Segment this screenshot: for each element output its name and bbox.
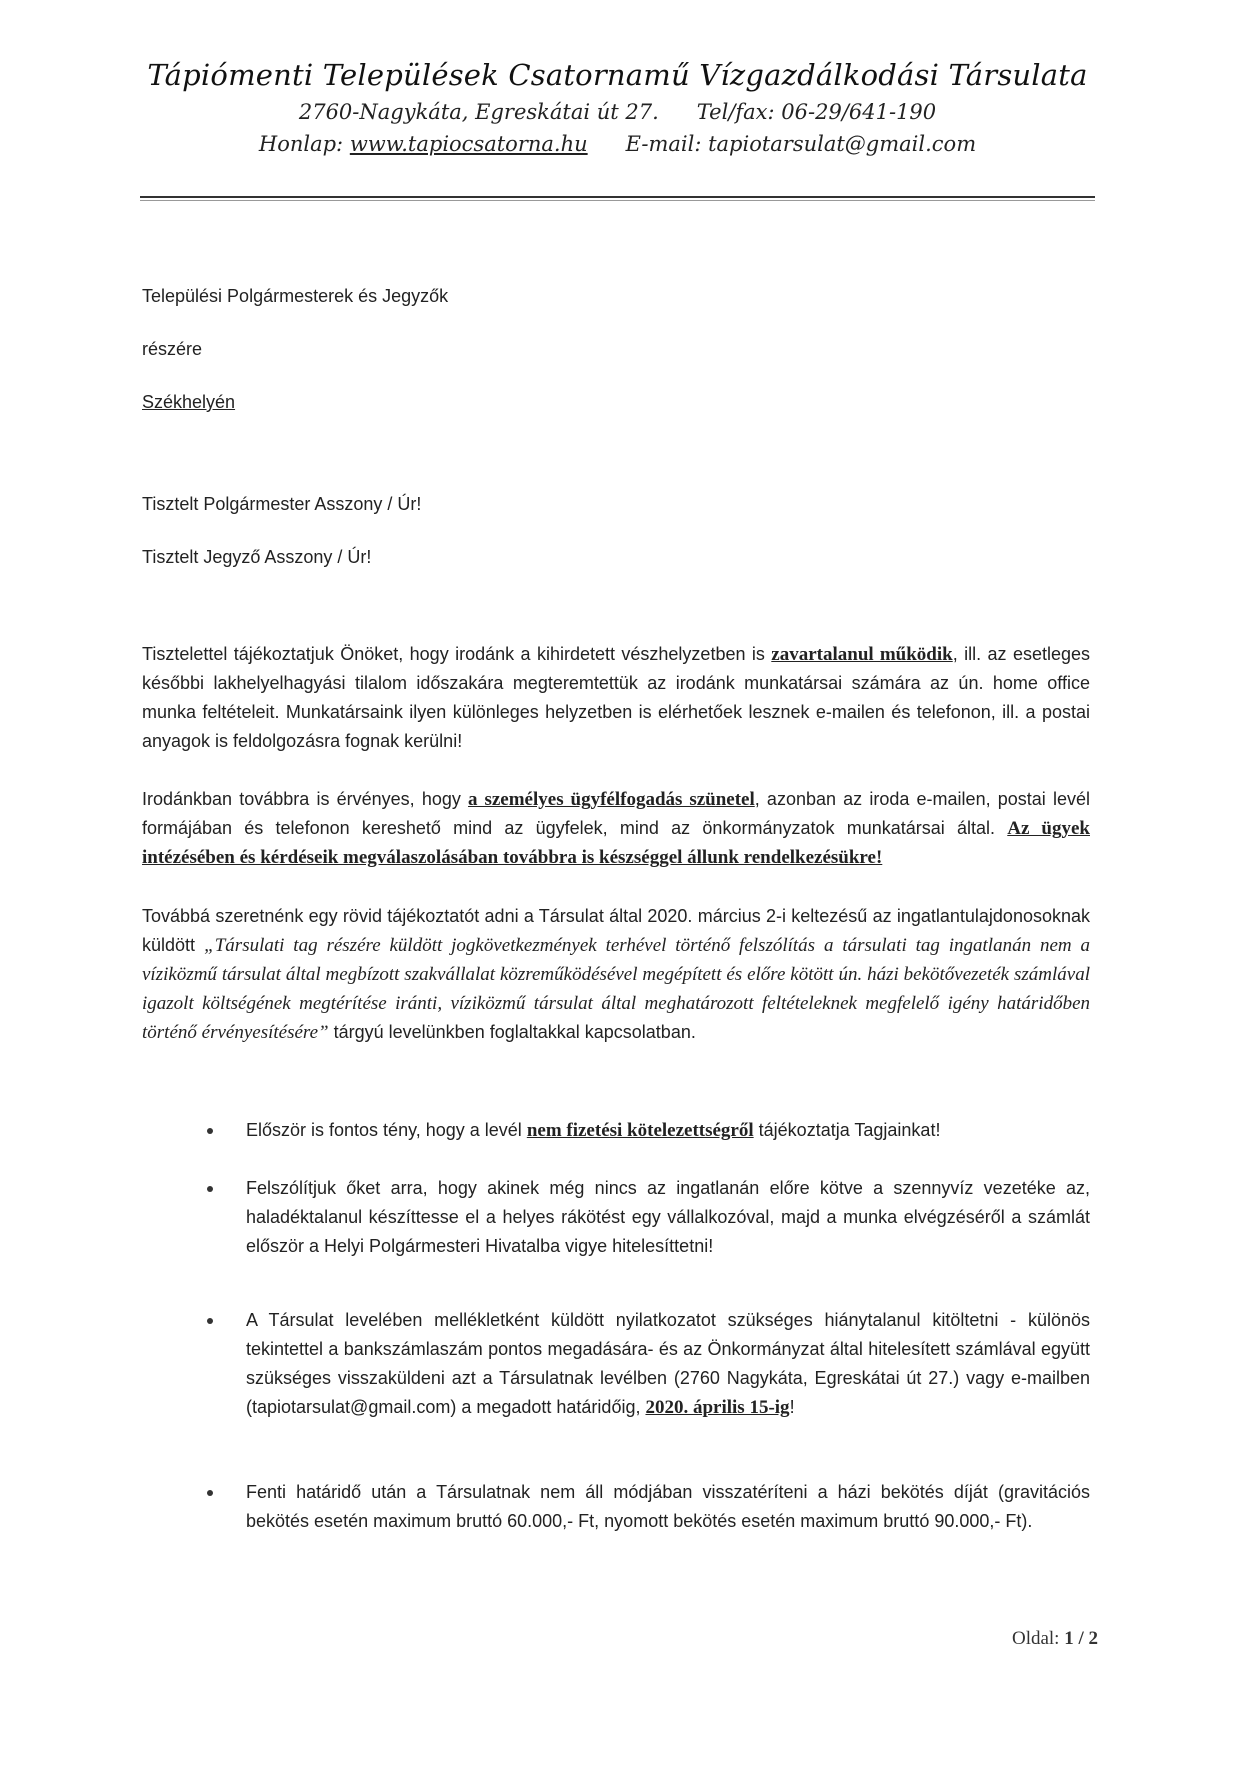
page-number (1012, 1628, 1098, 1650)
letterhead (140, 58, 1095, 156)
bullet-item-1 (200, 1116, 1090, 1145)
email: E-mail: tapiotarsulat@gmail.com (625, 132, 977, 156)
page-label: Oldal: (1011, 1628, 1060, 1649)
p2-text-c: , azonban az iroda e-mailen, postai levél formájában és telefonon kereshető mind az ügyfelek, mind az önkormányzatok munkatársai által. (142, 789, 1090, 838)
p3-text-a: Továbbá szeretnénk egy rövid tájékoztatót adni a Társulat által 2020. március 2-i keltezésű az ingatlantulajdonosoknak küldött (142, 906, 1090, 955)
paragraph-1 (142, 640, 1090, 756)
salutation-1: Tisztelt Polgármester Asszony / Úr! (142, 494, 422, 514)
recipient-line-1: Települési Polgármesterek és Jegyzők (142, 286, 449, 306)
p3-text-c: tárgyú levelünkben foglaltakkal kapcsolatban. (328, 1022, 696, 1042)
p1-emphasis: zavartalanul működik (771, 644, 953, 665)
b1-emphasis: nem fizetési kötelezettségről (526, 1120, 754, 1141)
organization-name: Tápiómenti Települések Csatornamű Vízgazdálkodási Társulata (147, 58, 1088, 92)
b2-text: Felszólítjuk őket arra, hogy akinek még nincs az ingatlanán előre kötve a szennyvíz vezetéke az, haladéktalanul készíttesse el a helyes rákötést egy vállalkozóval, majd a munka elvégzéséről a számlát először a Helyi Polgármesteri Hivatalba vigye hitelesíttetni! (246, 1178, 1090, 1256)
header-divider (140, 196, 1095, 198)
p1-text-c: , ill. az esetleges későbbi lakhelyelhagyási tilalom időszakára megteremtettük az irodánk munkatársai számára az ún. home office munka feltételeit. Munkatársaink ilyen különleges helyzetben is elérhetőek lesznek e-mailen és telefonon, ill. a postai anyagok is feldolgozásra fognak kerülni! (142, 644, 1090, 751)
bullet-icon (207, 1490, 213, 1496)
contact-line-web (140, 132, 1095, 156)
b1-text-c: tájékoztatja Tagjainkat! (753, 1120, 941, 1140)
b3-emphasis: 2020. április 15-ig (645, 1397, 790, 1418)
bullet-item-3 (200, 1306, 1090, 1422)
bullet-item-4 (200, 1478, 1090, 1536)
homepage-label: Honlap: (258, 132, 344, 156)
telfax: Tel/fax: 06-29/641-190 (696, 100, 937, 124)
header-divider-thin (140, 200, 1095, 201)
bullet-icon (207, 1186, 213, 1192)
p1-text-a: Tisztelettel tájékoztatjuk Önöket, hogy irodánk a kihirdetett vészhelyzetben is (142, 644, 772, 664)
page-value: 1 / 2 (1064, 1628, 1098, 1649)
salutation-2: Tisztelt Jegyző Asszony / Úr! (142, 547, 372, 567)
bullet-icon (207, 1318, 213, 1324)
p3-quoted-title: „Társulati tag részére küldött jogkövetkezmények terhével történő felszólítás a társulati tag ingatlanán nem a víziközmű társulat által megbízott szakvállalat közreműködésével megépített és előre kötött ún. házi bekötővezeték számlával igazolt költségének megtérítése iránti, víziközmű társulat által meghatározott feltételeknek megfelelő igény határidőben történő érvényesítésére” (142, 935, 1090, 1043)
contact-line-address (140, 100, 1095, 124)
p2-emphasis-1: a személyes ügyfélfogadás szünetel (468, 789, 755, 810)
p2-text-a: Irodánkban továbbra is érvényes, hogy (142, 789, 469, 809)
paragraph-2 (142, 785, 1090, 872)
recipient-line-2: részére (142, 339, 203, 359)
b3-text-a: A Társulat levelében mellékletként küldött nyilatkozatot szükséges hiánytalanul kitöltetni - különös tekintettel a bankszámlaszám pontos megadására- és az Önkormányzat által hitelesített számlával együtt szükséges visszaküldeni azt a Társulatnak levélben (2760 Nagykáta, Egreskátai út 27.) vagy e-mailben (tapiotarsulat@gmail.com) a megadott határidőig, (246, 1310, 1090, 1417)
homepage-link[interactable]: www.tapiocsatorna.hu (349, 132, 588, 156)
p2-emphasis-2: Az ügyek intézésében és kérdéseik megválaszolásában továbbra is készséggel állunk rendelkezésükre! (142, 818, 1090, 868)
b4-text: Fenti határidő után a Társulatnak nem áll módjában visszatéríteni a házi bekötés díját (gravitációs bekötés esetén maximum bruttó 60.000,- Ft, nyomott bekötés esetén maximum bruttó 90.000,- Ft). (246, 1482, 1090, 1531)
paragraph-3 (142, 902, 1090, 1047)
b1-text-a: Először is fontos tény, hogy a levél (246, 1120, 527, 1140)
bullet-icon (207, 1128, 213, 1134)
address: 2760-Nagykáta, Egreskátai út 27. (298, 100, 659, 124)
recipient-line-3: Székhelyén (142, 392, 236, 412)
b3-text-c: ! (789, 1397, 795, 1417)
bullet-item-2 (200, 1174, 1090, 1261)
